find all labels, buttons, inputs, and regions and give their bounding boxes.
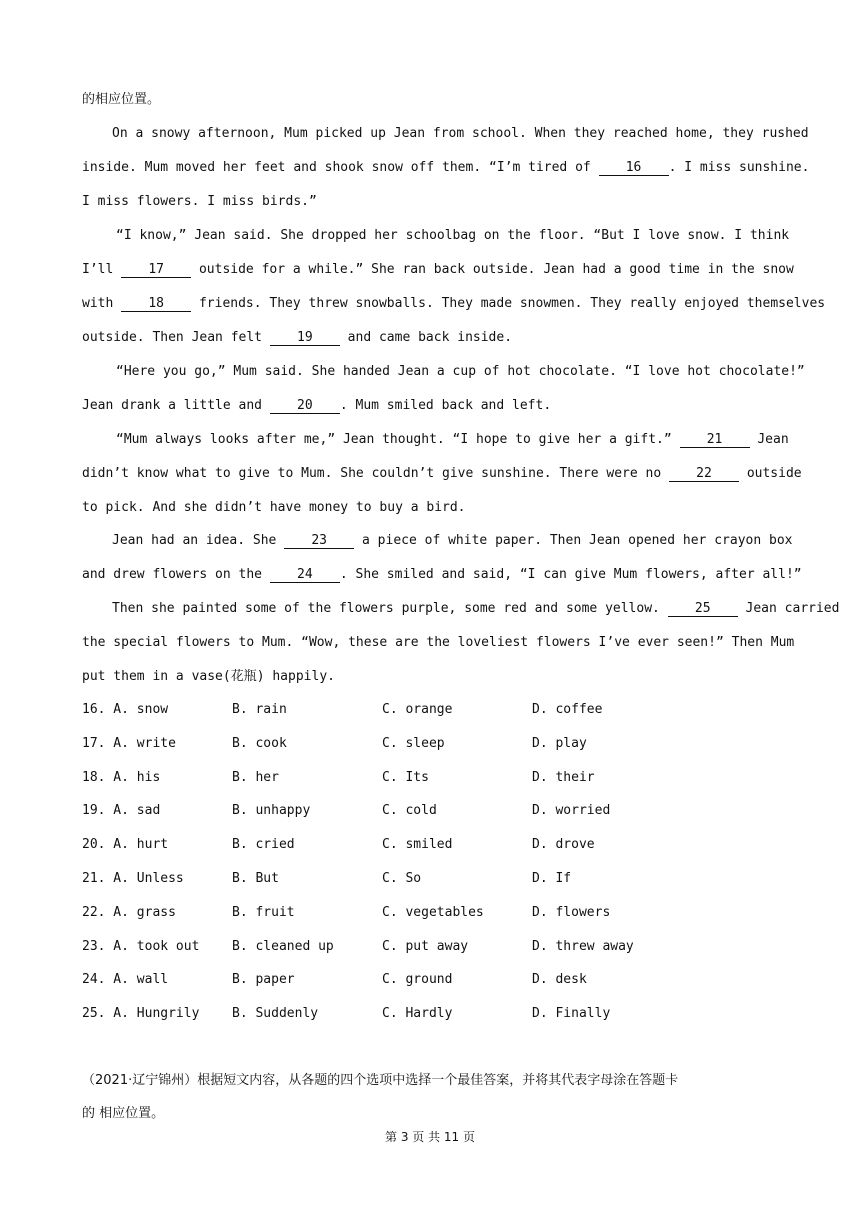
- next-section-intro-cont: 的 相应位置。: [82, 1106, 165, 1121]
- question-option-d: D. play: [532, 735, 587, 751]
- question-option-b: B. cleaned up: [232, 938, 334, 954]
- question-option-a: 25. A. Hungrily: [82, 1006, 200, 1022]
- question-option-c: C. orange: [382, 702, 453, 717]
- question-option-c: C. Its: [382, 769, 429, 785]
- passage-line: to pick. And she didn’t have money to buy a bird.: [82, 500, 466, 515]
- question-option-b: B. Suddenly: [232, 1006, 319, 1022]
- blank-17: 17: [121, 262, 191, 278]
- question-option-d: D. worried: [532, 803, 611, 819]
- question-option-d: D. flowers: [532, 904, 611, 920]
- question-option-a: 16. A. snow: [82, 702, 169, 717]
- question-option-b: B. But: [232, 871, 279, 886]
- intro-continuation: 的相应位置。: [82, 92, 161, 107]
- passage-line: the special flowers to Mum. “Wow, these are the loveliest flowers I’ve ever seen!” Then Mum: [82, 635, 795, 650]
- question-option-c: C. smiled: [382, 837, 453, 853]
- question-option-a: 22. A. grass: [82, 904, 176, 920]
- blank-20: 20: [270, 398, 340, 414]
- passage-line: “Mum always looks after me,” Jean thought. “I hope to give her a gift.” 21 Jean: [116, 432, 789, 447]
- blank-23: 23: [284, 533, 354, 549]
- page-footer: 第 3 页 共 11 页: [385, 1130, 475, 1144]
- question-option-b: B. unhappy: [232, 803, 311, 819]
- question-option-c: C. So: [382, 871, 422, 886]
- question-option-a: 21. A. Unless: [82, 871, 184, 886]
- question-option-d: D. desk: [532, 972, 587, 988]
- blank-16: 16: [599, 160, 669, 176]
- question-option-a: 23. A. took out: [82, 938, 200, 954]
- passage-line: and drew flowers on the 24 . She smiled and said, “I can give Mum flowers, after all!”: [82, 567, 802, 582]
- question-option-b: B. paper: [232, 972, 295, 988]
- next-section-intro: （2021·辽宁锦州）根据短文内容，从各题的四个选项中选择一个最佳答案，并将其代表字母涂在答题卡: [82, 1073, 679, 1088]
- question-option-c: C. vegetables: [382, 904, 484, 920]
- passage-line: with 18 friends. They threw snowballs. They made snowmen. They really enjoyed themselves: [82, 296, 826, 311]
- passage-line: Jean had an idea. She 23 a piece of white paper. Then Jean opened her crayon box: [112, 533, 793, 548]
- question-option-a: 17. A. write: [82, 735, 176, 751]
- question-option-b: B. rain: [232, 702, 287, 717]
- passage-line: I’ll 17 outside for a while.” She ran back outside. Jean had a good time in the snow: [82, 262, 794, 277]
- question-option-d: D. threw away: [532, 938, 634, 954]
- blank-24: 24: [270, 567, 340, 583]
- question-option-d: D. drove: [532, 837, 595, 853]
- question-option-c: C. Hardly: [382, 1006, 453, 1022]
- blank-25: 25: [668, 601, 738, 617]
- passage-line: “I know,” Jean said. She dropped her schoolbag on the floor. “But I love snow. I think: [116, 228, 790, 243]
- passage-line: put them in a vase(花瓶) happily.: [82, 669, 335, 684]
- question-option-a: 24. A. wall: [82, 972, 169, 988]
- blank-19: 19: [270, 330, 340, 346]
- question-option-c: C. sleep: [382, 735, 445, 751]
- passage-line: I miss flowers. I miss birds.”: [82, 194, 317, 209]
- passage-line: Jean drank a little and 20 . Mum smiled back and left.: [82, 398, 552, 413]
- question-option-b: B. fruit: [232, 904, 295, 920]
- blank-18: 18: [121, 296, 191, 312]
- question-option-d: D. their: [532, 769, 595, 785]
- passage-line: Then she painted some of the flowers purple, some red and some yellow. 25 Jean carried: [112, 601, 840, 616]
- passage-line: didn’t know what to give to Mum. She couldn’t give sunshine. There were no 22 outside: [82, 466, 802, 481]
- question-option-a: 20. A. hurt: [82, 837, 169, 853]
- question-option-b: B. cried: [232, 837, 295, 853]
- question-option-c: C. put away: [382, 938, 469, 954]
- question-option-d: D. Finally: [532, 1006, 611, 1022]
- blank-21: 21: [680, 432, 750, 448]
- question-option-a: 19. A. sad: [82, 803, 161, 819]
- question-option-d: D. If: [532, 871, 572, 886]
- question-option-c: C. cold: [382, 803, 437, 819]
- question-option-b: B. cook: [232, 735, 287, 751]
- passage-line: “Here you go,” Mum said. She handed Jean a cup of hot chocolate. “I love hot chocolate!”: [116, 364, 805, 379]
- passage-line: outside. Then Jean felt 19 and came back inside.: [82, 330, 513, 345]
- question-option-a: 18. A. his: [82, 769, 161, 785]
- blank-22: 22: [669, 466, 739, 482]
- question-option-b: B. her: [232, 769, 279, 785]
- passage-line: On a snowy afternoon, Mum picked up Jean from school. When they reached home, they rushed: [112, 126, 809, 141]
- passage-line: inside. Mum moved her feet and shook snow off them. “I’m tired of 16 . I miss sunshine.: [82, 160, 810, 175]
- question-option-c: C. ground: [382, 972, 453, 988]
- question-option-d: D. coffee: [532, 702, 603, 717]
